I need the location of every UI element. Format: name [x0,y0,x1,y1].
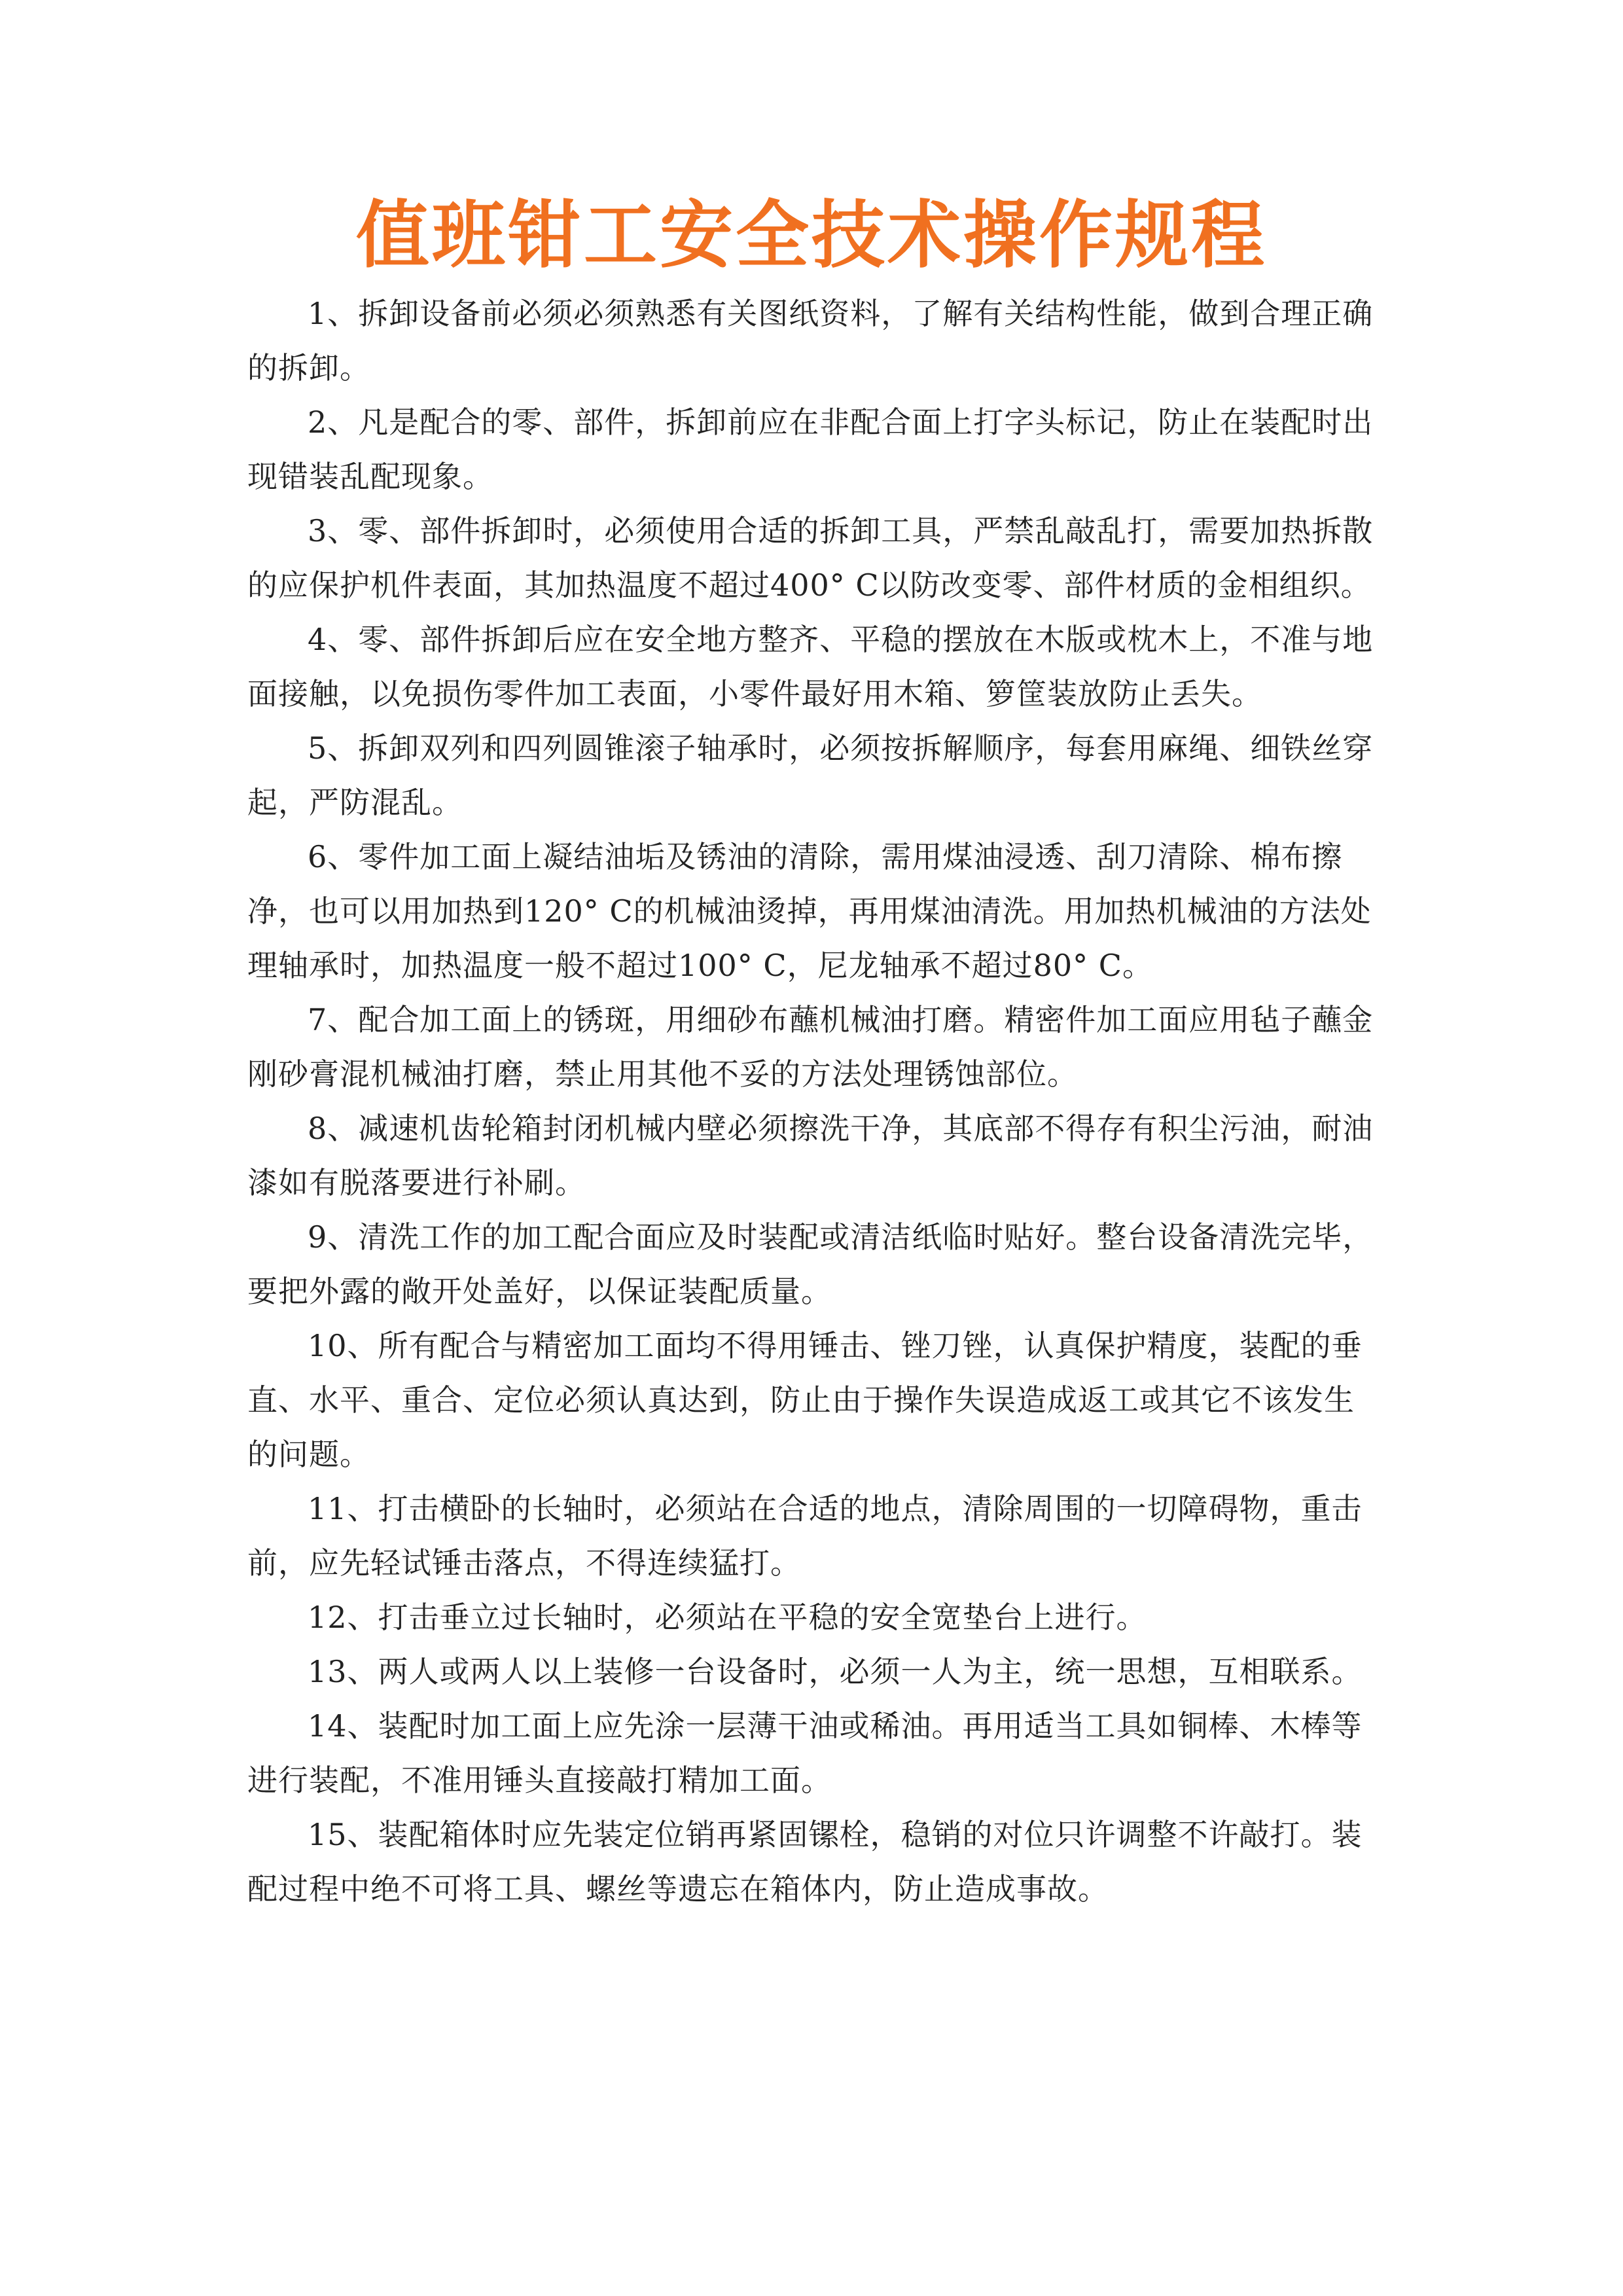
rule-paragraph-6: 6、零件加工面上凝结油垢及锈油的清除，需用煤油浸透、刮刀清除、棉布擦净，也可以用加热到120° C的机械油烫掉，再用煤油清洗。用加热机械油的方法处理轴承时，加热温度一般不超过100° C，尼龙轴承不超过80° C。 [247,839,1372,983]
rule-paragraph-12: 12、打击垂立过长轴时，必须站在平稳的安全宽垫台上进行。 [308,1600,1147,1635]
rule-paragraph-9: 9、清洗工作的加工配合面应及时装配或清洁纸临时贴好。整台设备清洗完毕，要把外露的敞开处盖好，以保证装配质量。 [247,1219,1374,1309]
rule-paragraph-14: 14、装配时加工面上应先涂一层薄干油或稀油。再用适当工具如铜棒、木棒等进行装配，不准用锤头直接敲打精加工面。 [247,1708,1363,1798]
rule-paragraph-3: 3、零、部件拆卸时，必须使用合适的拆卸工具，严禁乱敲乱打，需要加热拆散的应保护机件表面，其加热温度不超过400° C以防改变零、部件材质的金相组织。 [247,513,1374,603]
rule-paragraph-10: 10、所有配合与精密加工面均不得用锤击、锉刀锉，认真保护精度，装配的垂直、水平、重合、定位必须认真达到，防止由于操作失误造成返工或其它不该发生的问题。 [247,1328,1363,1472]
rule-paragraph-13: 13、两人或两人以上装修一台设备时，必须一人为主，统一思想，互相联系。 [308,1654,1363,1689]
rule-paragraph-1: 1、拆卸设备前必须必须熟悉有关图纸资料，了解有关结构性能，做到合理正确的拆卸。 [247,296,1374,386]
rule-paragraph-15: 15、装配箱体时应先装定位销再紧固镙栓，稳销的对位只许调整不许敲打。装配过程中绝不可将工具、螺丝等遗忘在箱体内，防止造成事故。 [247,1817,1363,1907]
rule-paragraph-8: 8、减速机齿轮箱封闭机械内壁必须擦洗干净，其底部不得存有积尘污油，耐油漆如有脱落要进行补刷。 [247,1111,1374,1200]
rule-paragraph-7: 7、配合加工面上的锈斑，用细砂布蘸机械油打磨。精密件加工面应用毡子蘸金刚砂膏混机械油打磨，禁止用其他不妥的方法处理锈蚀部位。 [247,1002,1374,1092]
rule-paragraph-4: 4、零、部件拆卸后应在安全地方整齐、平稳的摆放在木版或枕木上，不准与地面接触，以免损伤零件加工表面，小零件最好用木箱、箩筐装放防止丢失。 [247,622,1374,711]
rule-paragraph-5: 5、拆卸双列和四列圆锥滚子轴承时，必须按拆解顺序，每套用麻绳、细铁丝穿起，严防混乱。 [247,730,1374,820]
rule-paragraph-11: 11、打击横卧的长轴时，必须站在合适的地点，清除周围的一切障碍物，重击前，应先轻试锤击落点，不得连续猛打。 [247,1491,1363,1581]
rule-paragraph-2: 2、凡是配合的零、部件，拆卸前应在非配合面上打字头标记，防止在装配时出现错装乱配现象。 [247,404,1374,494]
document-body [247,287,1374,1916]
document-title: 值班钳工安全技术操作规程 [356,193,1267,278]
